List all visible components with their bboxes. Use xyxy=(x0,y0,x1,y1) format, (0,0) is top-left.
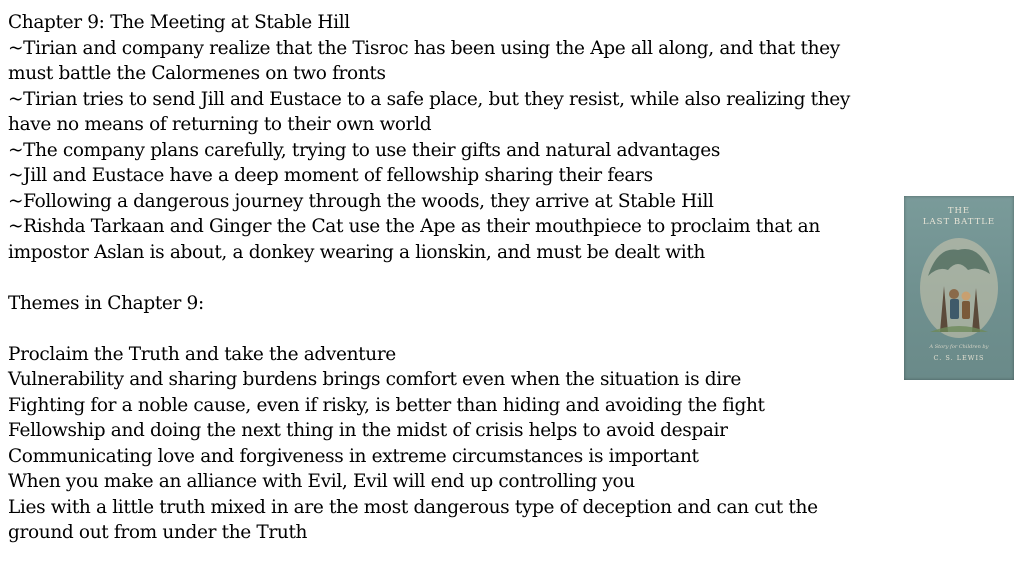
summary-line: impostor Aslan is about, a donkey wearing a lionskin, and must be dealt with xyxy=(8,241,705,263)
summary-line: ~Rishda Tarkaan and Ginger the Cat use the Ape as their mouthpiece to proclaim that an xyxy=(8,216,820,237)
summary-line: ~The company plans carefully, trying to use their gifts and natural advantages xyxy=(8,139,721,161)
book-cover-image xyxy=(904,196,1014,380)
cover-title-line2: LAST BATTLE xyxy=(922,217,996,227)
slide-text xyxy=(8,10,888,546)
theme-line: Proclaim the Truth and take the adventure xyxy=(8,343,396,365)
summary-line: must battle the Calormenes on two fronts xyxy=(8,63,386,84)
theme-line: Communicating love and forgiveness in extreme circumstances is important xyxy=(8,445,699,467)
chapter-title: Chapter 9: The Meeting at Stable Hill xyxy=(8,12,350,33)
cover-illustration xyxy=(918,236,1000,340)
theme-line: When you make an alliance with Evil, Evil will end up controlling you xyxy=(8,471,635,492)
cover-author: C. S. LEWIS xyxy=(933,354,985,362)
theme-line: ground out from under the Truth xyxy=(8,522,308,543)
summary-line: ~Tirian and company realize that the Tisroc has been using the Ape all along, and that they xyxy=(8,37,840,59)
spacer xyxy=(8,316,888,342)
summary-line: ~Tirian tries to send Jill and Eustace to a safe place, but they resist, while also realizing they xyxy=(8,88,850,110)
theme-line: Vulnerability and sharing burdens brings comfort even when the situation is dire xyxy=(8,369,741,390)
theme-line: Fellowship and doing the next thing in the midst of crisis helps to avoid despair xyxy=(8,420,728,441)
themes-heading: Themes in Chapter 9: xyxy=(8,292,204,314)
summary-line: ~Jill and Eustace have a deep moment of fellowship sharing their fears xyxy=(8,165,653,186)
summary-line: have no means of returning to their own world xyxy=(8,114,432,135)
cover-title-line1: THE xyxy=(947,206,971,216)
cover-subtitle: A Story for Children by xyxy=(929,344,989,350)
theme-line: Lies with a little truth mixed in are the most dangerous type of deception and can cut the xyxy=(8,496,818,518)
spacer xyxy=(8,265,888,291)
summary-line: ~Following a dangerous journey through the woods, they arrive at Stable Hill xyxy=(8,190,714,212)
theme-line: Fighting for a noble cause, even if risky, is better than hiding and avoiding the fight xyxy=(8,394,765,416)
